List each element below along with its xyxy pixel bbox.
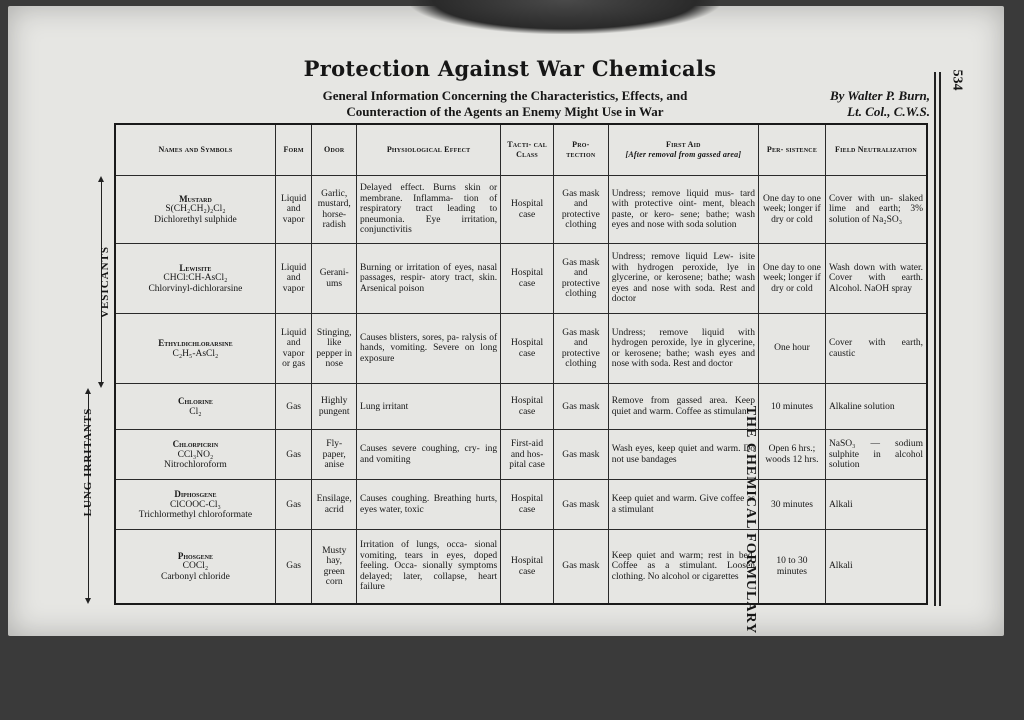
table-header-row	[115, 124, 927, 176]
persistence-cell: 10 to 30 minutes	[758, 530, 825, 604]
form-cell: Liquid and vapor or gas	[275, 314, 312, 384]
tactical-class-cell: First-aid and hos- pital case	[501, 430, 554, 480]
neutralization-cell: Alkaline solution	[825, 384, 927, 430]
first-aid-cell: Remove from gassed area. Keep quiet and warm. Coffee as stimulant	[608, 384, 758, 430]
persistence-cell: One hour	[758, 314, 825, 384]
persistence-cell: 30 minutes	[758, 480, 825, 530]
odor-cell: Stinging, like pepper in nose	[312, 314, 357, 384]
neutralization-cell: Cover with un- slaked lime and earth; 3% solution of Na₂SO₃	[825, 176, 927, 244]
protection-cell: Gas mask	[553, 530, 608, 604]
tactical-class-cell: Hospital case	[501, 176, 554, 244]
first-aid-cell: Undress; remove liquid mus- tard with protective oint- ment, bleach paste, or kero- sene; bathe; wash eyes and nose with soda solution	[608, 176, 758, 244]
table-row	[115, 176, 927, 244]
first-aid-cell: Keep quiet and warm; rest in bed. Coffee as a stimulant. Loosen clothing. No alcohol or cigarettes	[608, 530, 758, 604]
form-cell: Liquid and vapor	[275, 244, 312, 314]
effect-cell: Burning or irritation of eyes, nasal passages, respir- atory tract, skin. Arsenical poison	[357, 244, 501, 314]
protection-cell: Gas mask	[553, 384, 608, 430]
persistence-cell: Open 6 hrs.; woods 12 hrs.	[758, 430, 825, 480]
chemical-name-cell: Chlorpicrin CCl₃NO₂ Nitrochloroform	[115, 430, 275, 480]
effect-cell: Causes blisters, sores, pa- ralysis of hands, vomiting. Severe on long exposure	[357, 314, 501, 384]
effect-cell: Causes coughing. Breathing hurts, eyes water, toxic	[357, 480, 501, 530]
col-first-aid: First Aid [After removal from gassed area]	[608, 124, 758, 176]
table-row	[115, 244, 927, 314]
protection-cell: Gas mask and protective clothing	[553, 176, 608, 244]
chemical-name-cell: Diphosgene ClCOOC-Cl₃ Trichlormethyl chloroformate	[115, 480, 275, 530]
form-cell: Gas	[275, 480, 312, 530]
margin-rule	[934, 72, 936, 606]
odor-cell: Ensilage, acrid	[312, 480, 357, 530]
lung-irritants-label: LUNG IRRITANTS	[82, 407, 94, 517]
neutralization-cell: Cover with earth, caustic	[825, 314, 927, 384]
odor-cell: Fly- paper, anise	[312, 430, 357, 480]
col-protection: Pro- tection	[553, 124, 608, 176]
col-effect: Physiological Effect	[357, 124, 501, 176]
chemical-name-cell: Phosgene COCl₂ Carbonyl chloride	[115, 530, 275, 604]
odor-cell: Musty hay, green corn	[312, 530, 357, 604]
persistence-cell: One day to one week; longer if dry or cold	[758, 244, 825, 314]
tactical-class-cell: Hospital case	[501, 530, 554, 604]
effect-cell: Irritation of lungs, occa- sional vomiting, tears in eyes, doped feeling. Occa- sionally symptoms delayed; later, collapse, heart failure	[357, 530, 501, 604]
page-title: Protection Against War Chemicals	[303, 56, 717, 81]
first-aid-cell: Keep quiet and warm. Give coffee as a stimulant	[608, 480, 758, 530]
form-cell: Gas	[275, 430, 312, 480]
binder-clip	[410, 0, 720, 34]
effect-cell: Delayed effect. Burns skin or membrane. Inflamma- tion of respiratory tract leading to pneumonia. Eye irritation, conjunctivitis	[357, 176, 501, 244]
tactical-class-cell: Hospital case	[501, 244, 554, 314]
table-row	[115, 384, 927, 430]
effect-cell: Lung irritant	[357, 384, 501, 430]
persistence-cell: 10 minutes	[758, 384, 825, 430]
odor-cell: Garlic, mustard, horse- radish	[312, 176, 357, 244]
war-chemicals-table	[114, 123, 928, 605]
form-cell: Gas	[275, 384, 312, 430]
effect-cell: Causes severe coughing, cry- ing and vomiting	[357, 430, 501, 480]
col-form: Form	[275, 124, 312, 176]
odor-cell: Highly pungent	[312, 384, 357, 430]
chemical-name-cell: Ethyldichlorarsine C₂H₅-AsCl₂	[115, 314, 275, 384]
form-cell: Gas	[275, 530, 312, 604]
tactical-class-cell: Hospital case	[501, 314, 554, 384]
author-byline: By Walter P. Burn, Lt. Col., C.W.S.	[829, 88, 930, 119]
col-names: Names and Symbols	[115, 124, 275, 176]
persistence-cell: One day to one week; longer if dry or cold	[758, 176, 825, 244]
protection-cell: Gas mask and protective clothing	[553, 244, 608, 314]
tactical-class-cell: Hospital case	[501, 480, 554, 530]
protection-cell: Gas mask	[553, 480, 608, 530]
neutralization-cell: Alkali	[825, 480, 927, 530]
neutralization-cell: Wash down with water. Cover with earth. Alcohol. NaOH spray	[825, 244, 927, 314]
tactical-class-cell: Hospital case	[501, 384, 554, 430]
table-row	[115, 430, 927, 480]
chemical-name-cell: Mustard S(CH₂CH₂)₂Cl₂ Dichlorethyl sulphide	[115, 176, 275, 244]
neutralization-cell: NaSO₃ — sodium sulphite in alcohol solution	[825, 430, 927, 480]
first-aid-cell: Wash eyes, keep quiet and warm. Do not use bandages	[608, 430, 758, 480]
first-aid-cell: Undress; remove liquid Lew- isite with hydrogen peroxide, lye in glycerine, or kerosene; bathe; wash eyes and nose with soda. Rest and doctor	[608, 244, 758, 314]
page-number: 534	[949, 69, 965, 91]
odor-cell: Gerani- ums	[312, 244, 357, 314]
col-odor: Odor	[312, 124, 357, 176]
running-title: THE CHEMICAL FORMULARY	[743, 405, 758, 635]
col-tactical: Tacti- cal Class	[501, 124, 554, 176]
table-row	[115, 480, 927, 530]
first-aid-cell: Undress; remove liquid with hydrogen peroxide, lye in glycerine, or kerosene; bathe; wash eyes and nose with soda. Rest and doctor	[608, 314, 758, 384]
table-row	[115, 530, 927, 604]
col-neutralization: Field Neutralization	[825, 124, 927, 176]
protection-cell: Gas mask and protective clothing	[553, 314, 608, 384]
col-persistence: Per- sistence	[758, 124, 825, 176]
protection-cell: Gas mask	[553, 430, 608, 480]
table-row	[115, 314, 927, 384]
chemical-name-cell: Chlorine Cl₂	[115, 384, 275, 430]
margin-rule	[939, 72, 941, 606]
form-cell: Liquid and vapor	[275, 176, 312, 244]
page-subtitle: General Information Concerning the Characteristics, Effects, and Counteraction of the Agents an Enemy Might Use in War	[322, 88, 688, 119]
chemical-name-cell: Lewisite CHCl:CH-AsCl₂ Chlorvinyl-dichlorarsine	[115, 244, 275, 314]
vesicants-label: VESICANTS	[99, 246, 111, 318]
neutralization-cell: Alkali	[825, 530, 927, 604]
